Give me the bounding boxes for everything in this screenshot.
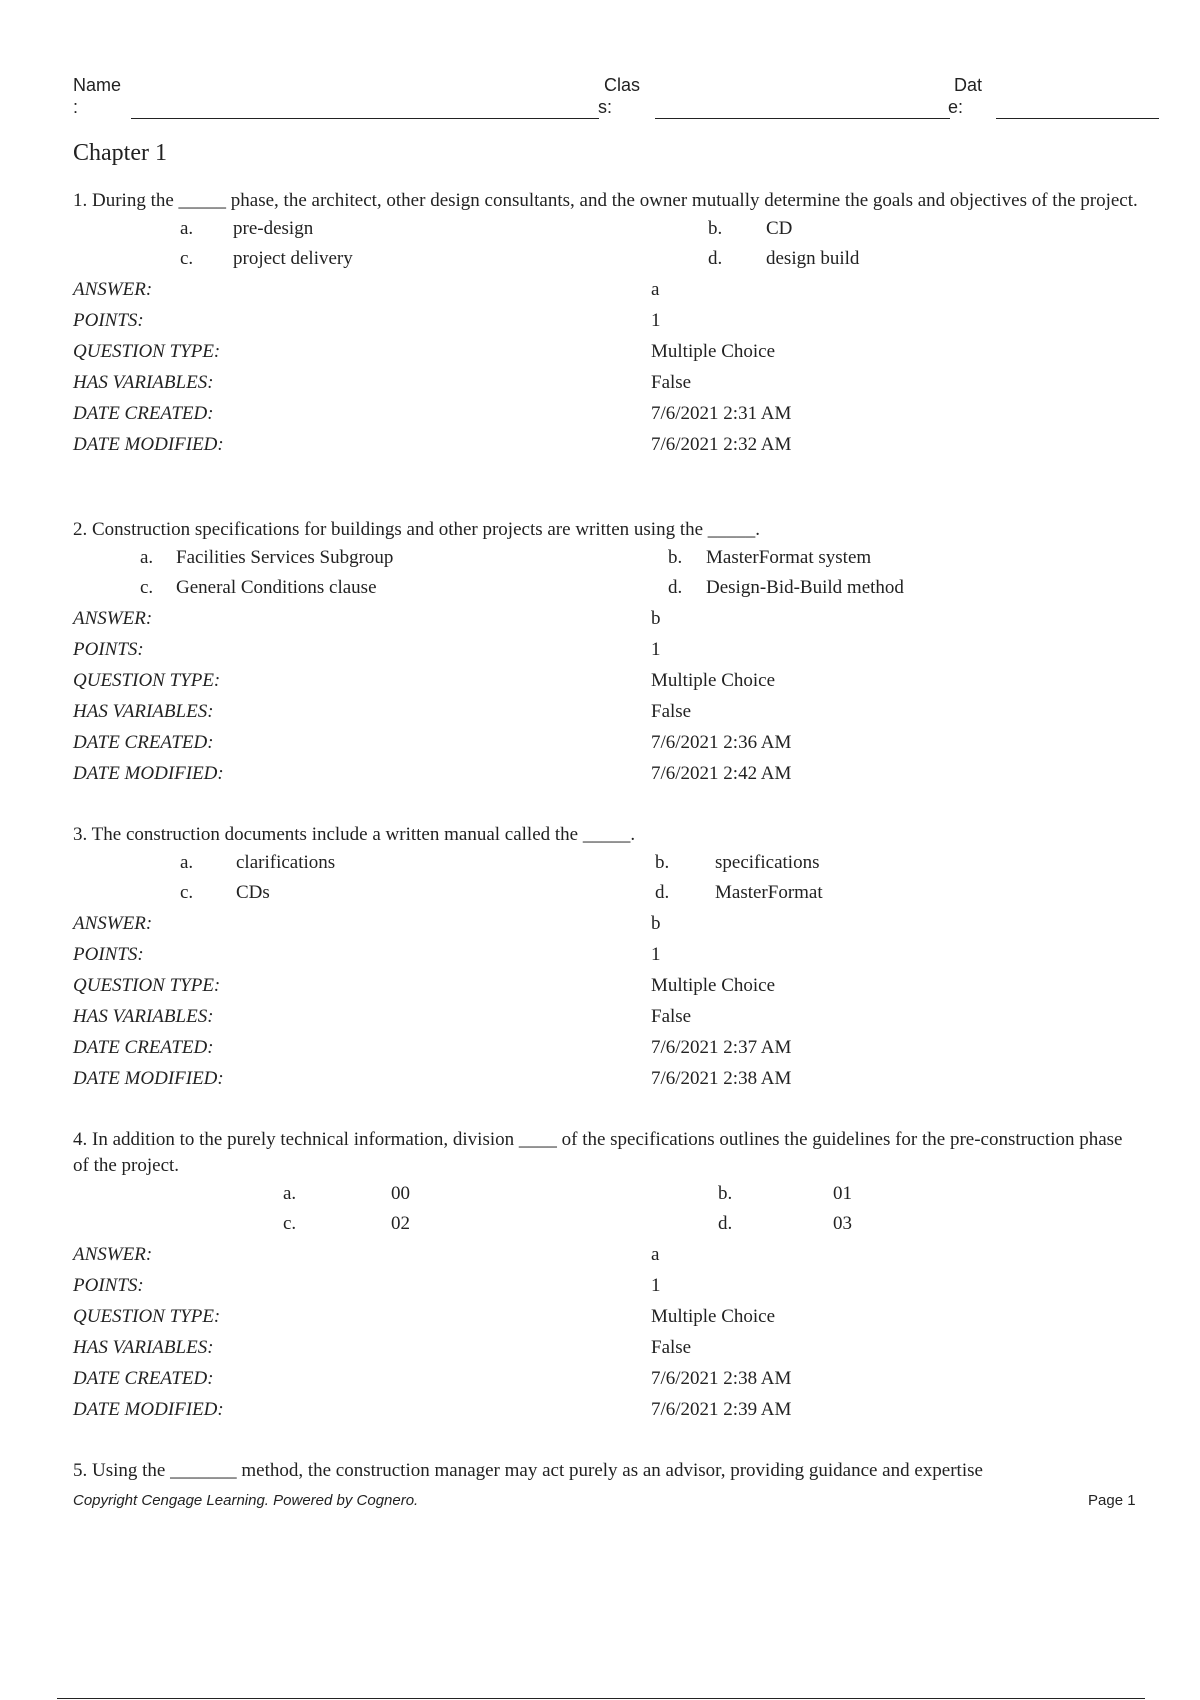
option-text: Design-Bid-Build method [706, 577, 904, 598]
option-letter: d. [655, 882, 670, 903]
option-text: CDs [236, 882, 270, 903]
has-variables-value: False [651, 372, 692, 393]
option-letter: c. [180, 882, 194, 903]
question-1 [73, 188, 1140, 460]
question-metadata [73, 908, 1140, 1094]
points-label: POINTS: [73, 639, 144, 660]
question-type-label: QUESTION TYPE: [73, 341, 221, 362]
question-metadata [73, 274, 1140, 460]
question-text: 5. Using the _______ method, the construction manager may act purely as an advisor, providing guidance and expertise [73, 1460, 983, 1481]
date-field-line[interactable] [996, 118, 1159, 119]
answer-value: b [651, 608, 661, 629]
chapter-title: Chapter 1 [73, 140, 167, 166]
date-modified-value: 7/6/2021 2:32 AM [651, 434, 792, 455]
date-modified-value: 7/6/2021 2:42 AM [651, 763, 792, 784]
class-label-colon: s: [598, 97, 613, 117]
option-text: specifications [715, 852, 820, 873]
options-row [73, 543, 1140, 573]
question-text: 2. Construction specifications for buildings and other projects are written using the _____. [73, 519, 761, 540]
option-text: Facilities Services Subgroup [176, 547, 394, 568]
question-2 [73, 517, 1140, 789]
has-variables-label: HAS VARIABLES: [73, 1006, 214, 1027]
option-letter: b. [718, 1183, 733, 1204]
options-row [73, 1179, 1140, 1209]
points-value: 1 [651, 944, 661, 965]
answer-label: ANSWER: [73, 608, 153, 629]
question-type-label: QUESTION TYPE: [73, 670, 221, 691]
footer-copyright: Copyright Cengage Learning. Powered by Cognero. [73, 1492, 419, 1509]
points-value: 1 [651, 639, 661, 660]
question-type-value: Multiple Choice [651, 1306, 776, 1327]
option-text: 01 [833, 1183, 852, 1204]
has-variables-value: False [651, 1006, 692, 1027]
option-text: project delivery [233, 248, 353, 269]
points-value: 1 [651, 1275, 661, 1296]
options-row [73, 244, 1140, 274]
date-created-label: DATE CREATED: [73, 1037, 214, 1058]
options-row [73, 848, 1140, 878]
date-modified-value: 7/6/2021 2:38 AM [651, 1068, 792, 1089]
class-label: Clas [604, 75, 641, 95]
question-metadata [73, 603, 1140, 789]
question-4 [73, 1127, 1140, 1425]
date-modified-label: DATE MODIFIED: [73, 763, 224, 784]
option-text: CD [766, 218, 793, 239]
points-label: POINTS: [73, 310, 144, 331]
class-field-line[interactable] [655, 118, 950, 119]
answer-label: ANSWER: [73, 1244, 153, 1265]
option-letter: d. [708, 248, 723, 269]
option-letter: a. [283, 1183, 297, 1204]
points-label: POINTS: [73, 944, 144, 965]
option-letter: b. [655, 852, 670, 873]
option-text: 02 [391, 1213, 410, 1234]
options-row [73, 878, 1140, 908]
date-modified-label: DATE MODIFIED: [73, 434, 224, 455]
option-letter: b. [668, 547, 683, 568]
footer-page-number: Page 1 [1088, 1492, 1136, 1509]
name-label: Name [73, 75, 122, 95]
answer-label: ANSWER: [73, 913, 153, 934]
option-letter: d. [668, 577, 683, 598]
question-type-label: QUESTION TYPE: [73, 1306, 221, 1327]
question-metadata [73, 1239, 1140, 1425]
option-letter: c. [140, 577, 154, 598]
date-created-value: 7/6/2021 2:38 AM [651, 1368, 792, 1389]
date-label: Dat [954, 75, 983, 95]
name-label-colon: : [73, 97, 79, 117]
options-row [73, 573, 1140, 603]
question-type-value: Multiple Choice [651, 341, 776, 362]
question-text: 4. In addition to the purely technical information, division ____ of the specifications outlines the guidelines for the pre-construction phase of the project. [73, 1129, 1123, 1176]
has-variables-value: False [651, 701, 692, 722]
options-row [73, 1209, 1140, 1239]
question-text: 1. During the _____ phase, the architect, other design consultants, and the owner mutually determine the goals and objectives of the project. [73, 190, 1138, 211]
option-letter: a. [180, 852, 194, 873]
question-type-label: QUESTION TYPE: [73, 975, 221, 996]
question-type-value: Multiple Choice [651, 975, 776, 996]
date-created-label: DATE CREATED: [73, 403, 214, 424]
date-created-value: 7/6/2021 2:31 AM [651, 403, 792, 424]
answer-value: a [651, 1244, 660, 1265]
has-variables-label: HAS VARIABLES: [73, 1337, 214, 1358]
options-row [73, 214, 1140, 244]
date-label-colon: e: [948, 97, 964, 117]
question-type-value: Multiple Choice [651, 670, 776, 691]
has-variables-label: HAS VARIABLES: [73, 372, 214, 393]
option-letter: a. [180, 218, 194, 239]
question-3 [73, 822, 1140, 1094]
has-variables-label: HAS VARIABLES: [73, 701, 214, 722]
option-text: 00 [391, 1183, 410, 1204]
page-bottom-divider [57, 1698, 1145, 1699]
question-text: 3. The construction documents include a written manual called the _____. [73, 824, 636, 845]
date-created-value: 7/6/2021 2:37 AM [651, 1037, 792, 1058]
option-text: design build [766, 248, 860, 269]
date-modified-label: DATE MODIFIED: [73, 1399, 224, 1420]
points-value: 1 [651, 310, 661, 331]
date-modified-value: 7/6/2021 2:39 AM [651, 1399, 792, 1420]
answer-label: ANSWER: [73, 279, 153, 300]
date-created-label: DATE CREATED: [73, 732, 214, 753]
points-label: POINTS: [73, 1275, 144, 1296]
date-modified-label: DATE MODIFIED: [73, 1068, 224, 1089]
has-variables-value: False [651, 1337, 692, 1358]
answer-value: b [651, 913, 661, 934]
option-text: pre-design [233, 218, 314, 239]
option-text: General Conditions clause [176, 577, 377, 598]
option-letter: c. [180, 248, 194, 269]
option-letter: a. [140, 547, 154, 568]
question-5 [73, 1458, 1140, 1484]
option-text: clarifications [236, 852, 336, 873]
answer-value: a [651, 279, 660, 300]
date-created-label: DATE CREATED: [73, 1368, 214, 1389]
date-created-value: 7/6/2021 2:36 AM [651, 732, 792, 753]
option-letter: d. [718, 1213, 733, 1234]
option-letter: b. [708, 218, 723, 239]
name-field-line[interactable] [131, 118, 599, 119]
option-text: MasterFormat system [706, 547, 872, 568]
option-text: MasterFormat [715, 882, 823, 903]
option-letter: c. [283, 1213, 297, 1234]
option-text: 03 [833, 1213, 852, 1234]
